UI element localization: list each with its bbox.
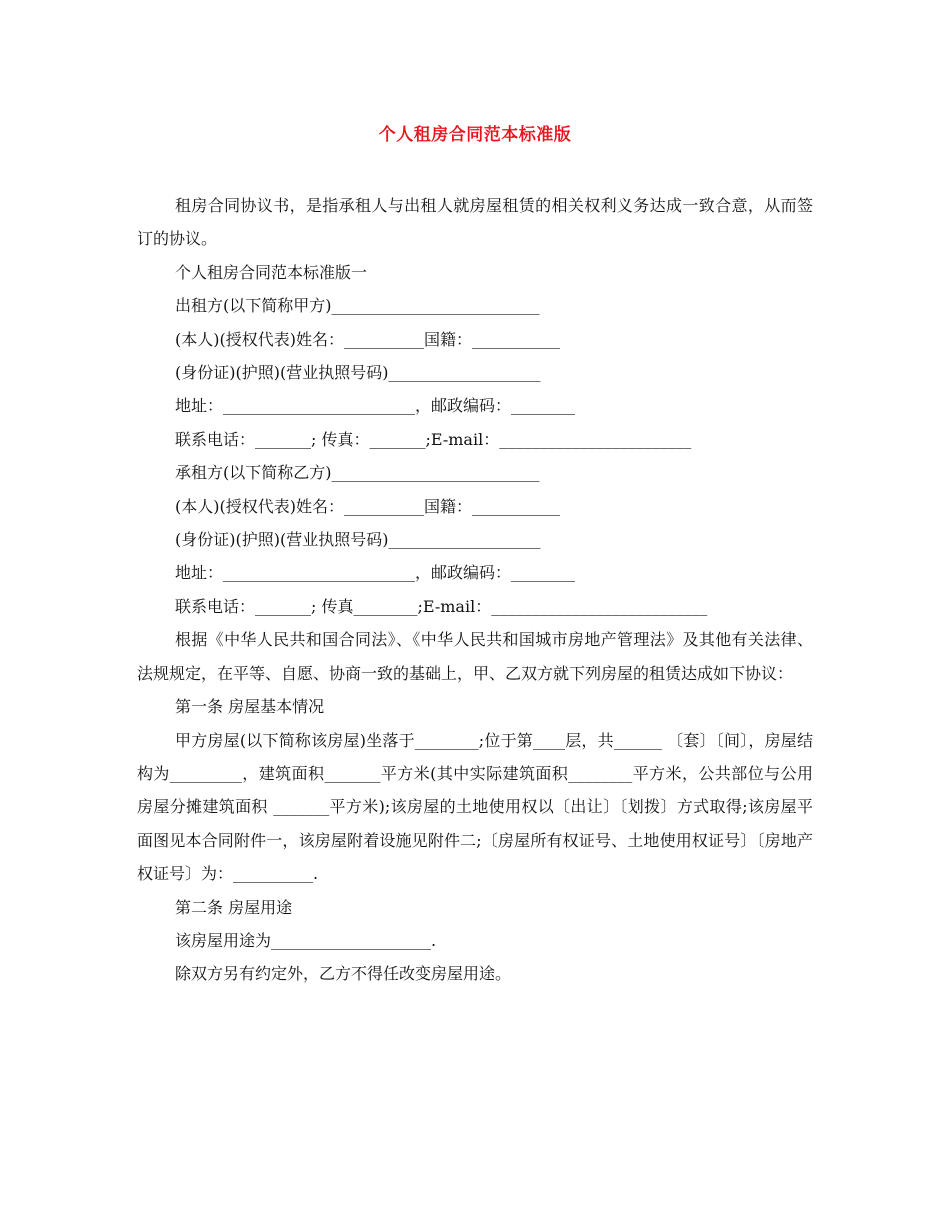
- lessor-address-line: 地址：________________________，邮政编码：________: [175, 396, 576, 416]
- lessor-id-line: (身份证)(护照)(营业执照号码)___________________: [175, 363, 541, 383]
- lessee-name-line: (本人)(授权代表)姓名：__________国籍：___________: [175, 496, 560, 516]
- lessor-contact-line: 联系电话：_______; 传真：_______;E-mail：________________________: [175, 429, 692, 449]
- article-2-restriction-line: 除双方另有约定外，乙方不得任改变房屋用途。: [175, 964, 512, 984]
- document-body: [137, 189, 813, 991]
- version-heading: 个人租房合同范本标准版一: [175, 262, 368, 282]
- article-1-paragraph: 甲方房屋(以下简称该房屋)坐落于________;位于第____层，共______ 〔套〕〔间〕，房屋结构为_________，建筑面积_______平方米(其中实际建筑面积________平方米，公共部位与公用房屋分摊建筑面积 _______平方米);该房屋的土地使用权以〔出让〕〔划拨〕方式取得;该房屋平面图见本合同附件一，该房屋附着设施见附件二;〔房屋所有权证号、土地使用权证号〕〔房地产权证号〕为：__________.: [137, 730, 813, 884]
- lessee-address-line: 地址：________________________，邮政编码：________: [175, 563, 576, 583]
- document-title: 个人租房合同范本标准版: [378, 125, 572, 145]
- lessee-id-line: (身份证)(护照)(营业执照号码)___________________: [175, 530, 541, 550]
- article-1-heading: 第一条 房屋基本情况: [175, 697, 325, 717]
- lessor-line: 出租方(以下简称甲方)__________________________: [175, 296, 540, 316]
- article-2-heading: 第二条 房屋用途: [175, 897, 293, 917]
- article-2-use-line: 该房屋用途为____________________.: [175, 930, 437, 950]
- legal-basis-paragraph: 根据《中华人民共和国合同法》、《中华人民共和国城市房地产管理法》及其他有关法律、法规规定，在平等、自愿、协商一致的基础上，甲、乙双方就下列房屋的租赁达成如下协议：: [137, 630, 813, 683]
- intro-paragraph: 租房合同协议书，是指承租人与出租人就房屋租赁的相关权利义务达成一致合意，从而签订的协议。: [137, 196, 813, 249]
- lessor-name-line: (本人)(授权代表)姓名：__________国籍：___________: [175, 329, 560, 349]
- lessee-line: 承租方(以下简称乙方)__________________________: [175, 463, 540, 483]
- lessee-contact-line: 联系电话：_______; 传真________;E-mail：___________________________: [175, 596, 708, 616]
